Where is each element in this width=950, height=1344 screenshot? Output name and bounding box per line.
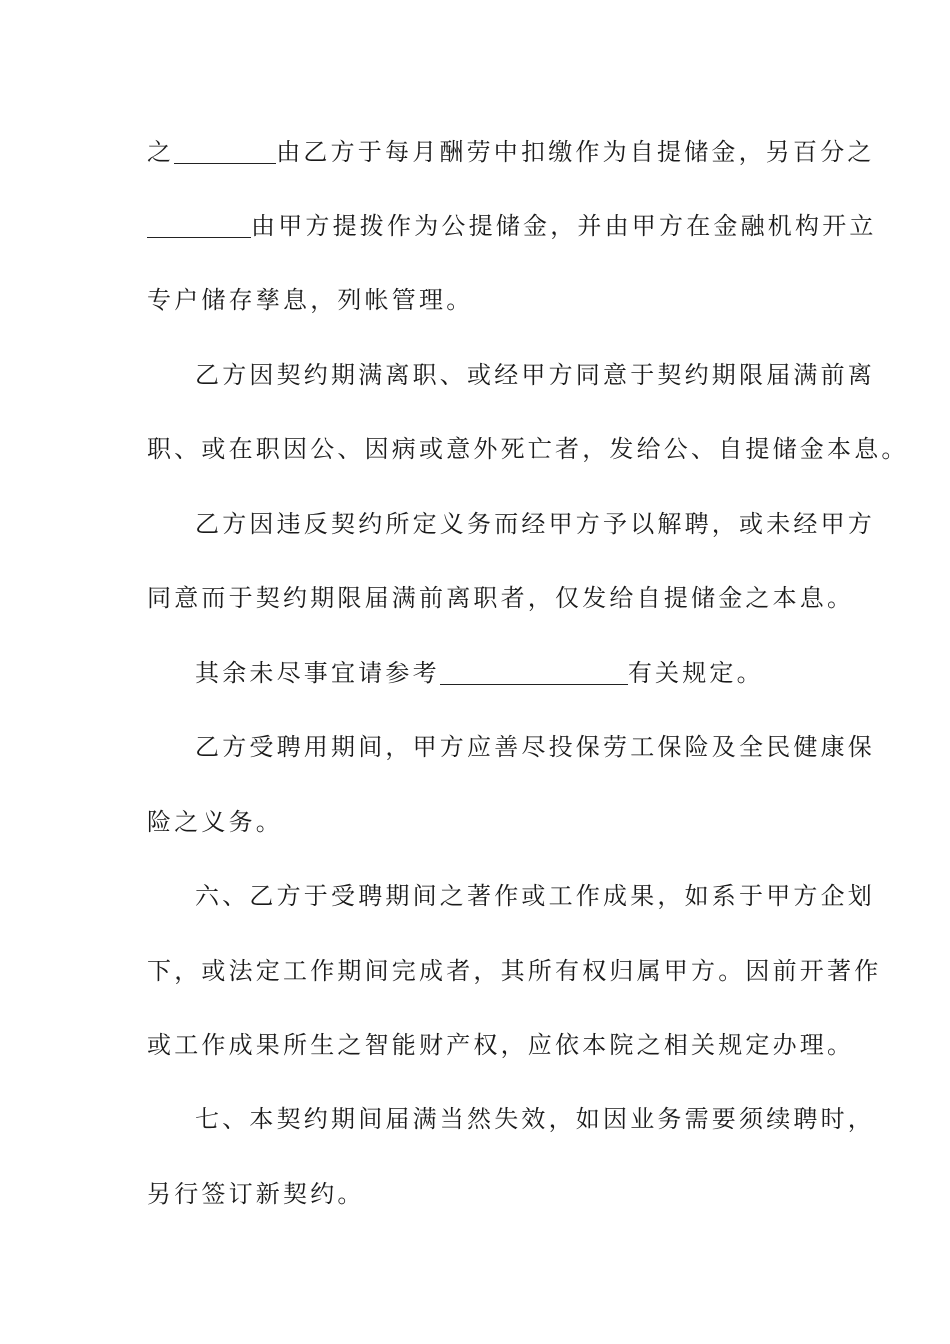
- paragraph-line-10: 险之义务。: [147, 808, 283, 836]
- paragraph-line-8: [195, 657, 807, 689]
- paragraph-line-2: [147, 210, 877, 242]
- paragraph-line-3: 专户储存孳息，列帐管理。: [147, 286, 474, 314]
- paragraph-line-13: 或工作成果所生之智能财产权，应依本院之相关规定办理。: [147, 1031, 855, 1059]
- fill-in-blank-2: [147, 213, 251, 238]
- paragraph-line-11: 六、乙方于受聘期间之著作或工作成果，如系于甲方企划: [195, 882, 875, 910]
- fill-in-blank-1: [174, 139, 276, 164]
- paragraph-line-1: [147, 136, 875, 168]
- paragraph-line-7: 同意而于契约期限届满前离职者，仅发给自提储金之本息。: [147, 584, 855, 612]
- paragraph-line-6: 乙方因违反契约所定义务而经甲方予以解聘，或未经甲方: [195, 510, 875, 538]
- line-8-text-after: 有关规定。: [627, 659, 764, 687]
- fill-in-blank-3: [440, 660, 628, 685]
- paragraph-line-9: 乙方受聘用期间，甲方应善尽投保劳工保险及全民健康保: [195, 733, 875, 761]
- line-2-text-after: 由甲方提拨作为公提储金，并由甲方在金融机构开立: [251, 212, 877, 240]
- line-1-text-after: 由乙方于每月酬劳中扣缴作为自提储金，另百分之: [276, 138, 875, 166]
- paragraph-line-12: 下，或法定工作期间完成者，其所有权归属甲方。因前开著作: [147, 957, 882, 985]
- paragraph-line-14: 七、本契约期间届满当然失效，如因业务需要须续聘时，: [195, 1105, 875, 1133]
- line-8-text-before: 其余未尽事宜请参考: [195, 659, 440, 687]
- paragraph-line-15: 另行签订新契约。: [147, 1180, 365, 1208]
- line-1-text-before: 之: [147, 138, 175, 166]
- paragraph-line-5: 职、或在职因公、因病或意外死亡者，发给公、自提储金本息。: [147, 435, 909, 463]
- paragraph-line-4: 乙方因契约期满离职、或经甲方同意于契约期限届满前离: [195, 361, 875, 389]
